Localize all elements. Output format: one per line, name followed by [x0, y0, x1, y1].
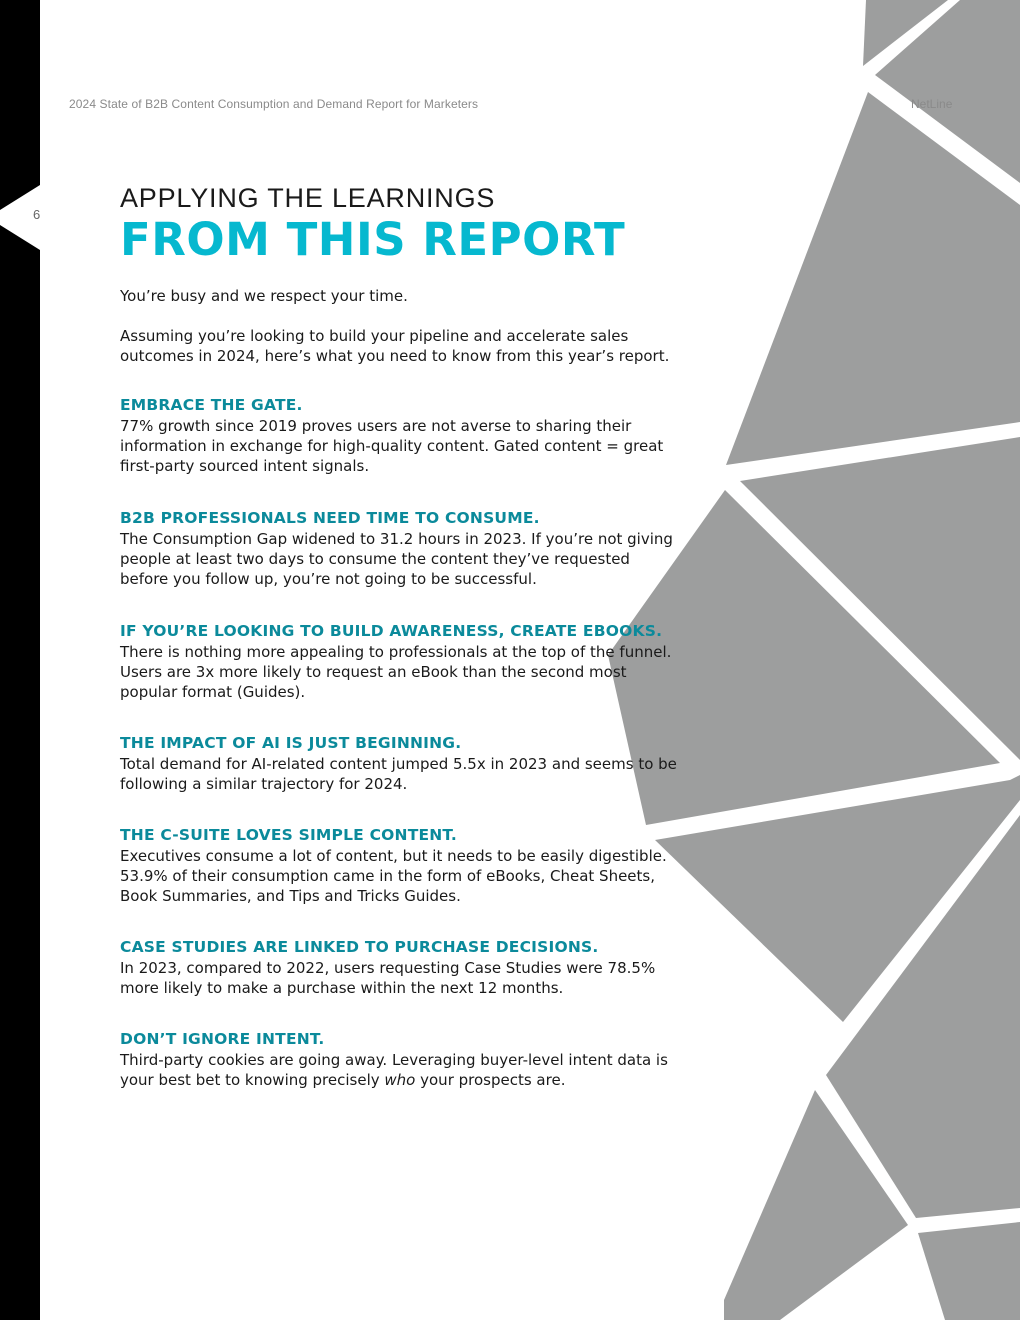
- learning-heading: IF YOU’RE LOOKING TO BUILD AWARENESS, CREATE EBOOKS.: [120, 622, 663, 640]
- learning-body: [120, 1050, 680, 1090]
- learning-item: [120, 937, 680, 998]
- learning-item: [120, 1029, 680, 1090]
- learning-heading: EMBRACE THE GATE.: [120, 396, 303, 414]
- learning-heading: B2B PROFESSIONALS NEED TIME TO CONSUME.: [120, 509, 540, 527]
- learning-heading: CASE STUDIES ARE LINKED TO PURCHASE DECISIONS.: [120, 938, 599, 956]
- learning-heading: THE C-SUITE LOVES SIMPLE CONTENT.: [120, 826, 457, 844]
- page-title-line-2: FROM THIS REPORT: [120, 213, 626, 266]
- brand-name: NetLine: [911, 97, 953, 111]
- learning-body: Executives consume a lot of content, but it needs to be easily digestible. 53.9% of their consumption came in the form of eBooks, Cheat Sheets, Book Summaries, and Tips and Tricks Guides.: [120, 847, 667, 905]
- learning-body: 77% growth since 2019 proves users are not averse to sharing their information in exchange for high-quality content. Gated content = great first-party sourced intent signals.: [120, 417, 664, 475]
- learning-item: [120, 395, 680, 476]
- learning-heading: THE IMPACT OF AI IS JUST BEGINNING.: [120, 734, 462, 752]
- learning-body-emphasis: who: [384, 1071, 416, 1089]
- intro-paragraph: You’re busy and we respect your time.: [120, 287, 408, 305]
- learning-item: [120, 825, 680, 906]
- learning-body: Total demand for AI-related content jumped 5.5x in 2023 and seems to be following a similar trajectory for 2024.: [120, 755, 677, 793]
- learning-item: [120, 621, 680, 702]
- intro-paragraph: Assuming you’re looking to build your pipeline and accelerate sales outcomes in 2024, here’s what you need to know from this year’s report.: [120, 327, 670, 365]
- learning-item: [120, 733, 680, 794]
- learning-item: [120, 508, 680, 589]
- main-content: [120, 182, 680, 1090]
- learning-body: The Consumption Gap widened to 31.2 hours in 2023. If you’re not giving people at least two days to consume the content they’ve requested before you follow up, you’re not going to be successful.: [120, 530, 673, 588]
- page-title-line-1: APPLYING THE LEARNINGS: [120, 183, 496, 213]
- learning-heading: DON’T IGNORE INTENT.: [120, 1030, 325, 1048]
- learning-body-text: your prospects are.: [415, 1071, 566, 1089]
- learning-body: In 2023, compared to 2022, users requesting Case Studies were 78.5% more likely to make a purchase within the next 12 months.: [120, 959, 656, 997]
- running-header-title: 2024 State of B2B Content Consumption and Demand Report for Marketers: [69, 97, 479, 111]
- page-number: 6: [33, 207, 41, 222]
- learning-body-text: Third-party cookies are going away. Leveraging buyer-level intent data is your best bet to knowing precisely: [120, 1051, 668, 1089]
- learning-body: There is nothing more appealing to professionals at the top of the funnel. Users are 3x more likely to request an eBook than the second most popular format (Guides).: [120, 643, 672, 701]
